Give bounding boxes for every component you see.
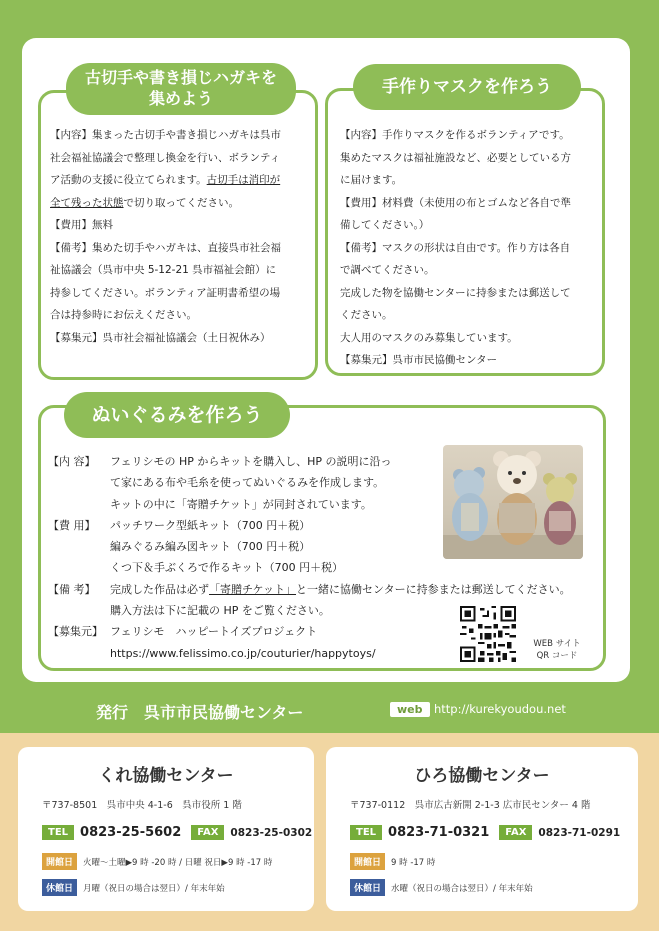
stamps-line: 【費用】無料 xyxy=(50,219,113,231)
plush-source-name: フェリシモ ハッピートイズプロジェクト xyxy=(110,625,318,639)
mask-line: 【備考】マスクの形状は自由です。作り方は各自 xyxy=(340,241,571,254)
qr-caption-line1: WEB サイト xyxy=(533,639,581,649)
plush-note-ticket: 「寄贈チケット」 xyxy=(209,582,297,596)
stamps-line: 合は持参時にお伝えください。 xyxy=(50,309,197,321)
closed-days-label: 休館日 xyxy=(350,879,385,896)
stamps-line: 持参してください。ボランティア証明書希望の場 xyxy=(50,286,281,299)
stamps-line xyxy=(50,192,312,215)
open-days-label: 開館日 xyxy=(350,853,385,870)
plush-cost-line: くつ下＆手ぶくろで作るキット（700 円＋税） xyxy=(110,561,344,575)
plush-cost-label: 【費 用】 xyxy=(48,518,96,532)
plush-content-label: 【内 容】 xyxy=(48,455,96,468)
plush-title xyxy=(64,392,290,438)
plush-note-line: 購入方法は下に記載の HP をご覧ください。 xyxy=(110,604,330,618)
stamps-underline: 全て残った状態 xyxy=(50,196,124,209)
kure-fax-number: 0823-25-0302 xyxy=(230,826,313,839)
mask-line: 大人用のマスクのみ募集しています。 xyxy=(340,331,518,344)
fax-label: FAX xyxy=(191,825,224,840)
tel-label: TEL xyxy=(42,825,74,840)
mask-line: 集めたマスクは福祉施設など、必要としている方 xyxy=(340,151,571,164)
bear-illustration xyxy=(443,445,583,559)
kure-closed-days: 月曜（祝日の場合は翌日）/ 年末年始 xyxy=(83,883,225,894)
stamps-title-text: 古切手や書き損じハガキを集めよう xyxy=(84,68,277,108)
plush-note-part: 完成した作品は必ず xyxy=(110,582,209,596)
stamps-line-part: で切り取ってください。 xyxy=(123,196,239,209)
web-url-link[interactable]: http://kurekyoudou.net xyxy=(434,702,566,716)
mask-line: ください。 xyxy=(340,309,393,321)
tel-label: TEL xyxy=(350,825,382,840)
plush-cost-line: 編みぐるみ編み図キット（700 円＋税） xyxy=(110,540,311,554)
stamps-line: 【募集元】呉市社会福祉協議会（土日祝休み） xyxy=(50,331,271,344)
plush-note-part: と一緒に協働センターに持参または郵送してください。 xyxy=(296,582,571,596)
qr-caption xyxy=(522,638,592,662)
publisher-band xyxy=(0,686,659,733)
hiro-contact-row xyxy=(350,825,620,840)
stamps-title xyxy=(66,63,296,115)
mask-line: に届けます。 xyxy=(340,174,403,186)
plush-note-label: 【備 考】 xyxy=(48,582,96,596)
kure-contact-row xyxy=(42,825,312,840)
stamps-line: 祉協議会（呉市中央 5-12-21 呉市福祉会館）に xyxy=(50,264,277,276)
plush-source-label: 【募集元】 xyxy=(48,625,103,639)
stamps-body xyxy=(50,124,312,349)
mask-line: 【費用】材料費（未使用の布とゴムなど各自で準 xyxy=(340,196,571,209)
plush-title-text: ぬいぐるみを作ろう xyxy=(91,403,263,426)
publisher-label: 発行 呉市市民協働センター xyxy=(96,703,304,722)
stamps-underline: 古切手は消印が xyxy=(206,174,281,186)
qr-code-graphic xyxy=(460,606,516,662)
hiro-fax-number: 0823-71-0291 xyxy=(538,826,621,839)
stamps-line xyxy=(50,169,312,192)
kure-open-row xyxy=(42,853,272,870)
stamps-line: 【内容】集まった古切手や書き損じハガキは呉市 xyxy=(50,129,281,141)
hiro-closed-days: 水曜（祝日の場合は翌日）/ 年末年始 xyxy=(391,883,533,894)
mask-line: 備してください。） xyxy=(340,219,430,231)
stamps-line-part: ア活動の支援に役立てられます。 xyxy=(50,174,207,186)
mask-line: 完成した物を協働センターに持参または郵送して xyxy=(340,286,571,299)
web-badge: web xyxy=(390,702,430,717)
mask-line: 【内容】手作りマスクを作るボランティアです。 xyxy=(340,129,570,141)
hiro-center-address: 〒737-0112 呉市広古新開 2-1-3 広市民センター 4 階 xyxy=(350,800,591,811)
qr-caption-line2: QR コード xyxy=(536,651,578,661)
plush-photo xyxy=(443,445,583,559)
stamps-line: 社会福祉協議会で整理し換金を行い、ボランティ xyxy=(50,151,281,164)
hiro-open-hours: 9 時 -17 時 xyxy=(391,857,436,868)
kure-closed-row xyxy=(42,879,225,896)
kure-center-name: くれ協働センター xyxy=(98,766,234,786)
fax-label: FAX xyxy=(499,825,532,840)
mask-title-text: 手作りマスクを作ろう xyxy=(382,76,552,97)
kure-open-hours: 火曜～土曜▶9 時 -20 時 / 日曜 祝日▶9 時 -17 時 xyxy=(83,857,273,868)
kure-tel-number[interactable]: 0823-25-5602 xyxy=(80,825,182,840)
mask-title xyxy=(353,64,581,110)
mask-body xyxy=(340,124,602,372)
hiro-closed-row xyxy=(350,879,533,896)
plush-cost-line: パッチワーク型紙キット（700 円＋税） xyxy=(110,518,311,532)
closed-days-label: 休館日 xyxy=(42,879,77,896)
mask-line: 【募集元】呉市市民協働センター xyxy=(340,354,498,366)
plush-content-text xyxy=(110,451,392,515)
kure-center-address: 〒737-8501 呉市中央 4-1-6 呉市役所 1 階 xyxy=(42,800,242,811)
hiro-center-card xyxy=(326,747,638,911)
plush-url-link[interactable]: https://www.felissimo.co.jp/couturier/happytoys/ xyxy=(110,646,376,660)
mask-line: で調べてください。 xyxy=(340,264,435,276)
plush-note-row xyxy=(48,579,608,622)
plush-content-line: キットの中に「寄贈チケット」が同封されています。 xyxy=(110,497,372,511)
hiro-open-row xyxy=(350,853,435,870)
open-days-label: 開館日 xyxy=(42,853,77,870)
kure-center-card xyxy=(18,747,314,911)
plush-content-line: て家にある布や毛糸を使ってぬいぐるみを作成します。 xyxy=(110,476,385,490)
plush-content-line: フェリシモの HP からキットを購入し、HP の説明に沿っ xyxy=(110,455,392,468)
qr-code[interactable] xyxy=(460,606,516,662)
stamps-line: 【備考】集めた切手やハガキは、直接呉市社会福 xyxy=(50,241,281,254)
hiro-tel-number[interactable]: 0823-71-0321 xyxy=(388,825,490,840)
hiro-center-name: ひろ協働センター xyxy=(414,766,550,786)
plush-note-line xyxy=(110,579,571,600)
plush-source-text xyxy=(110,621,376,664)
plush-cost-text xyxy=(110,515,343,579)
